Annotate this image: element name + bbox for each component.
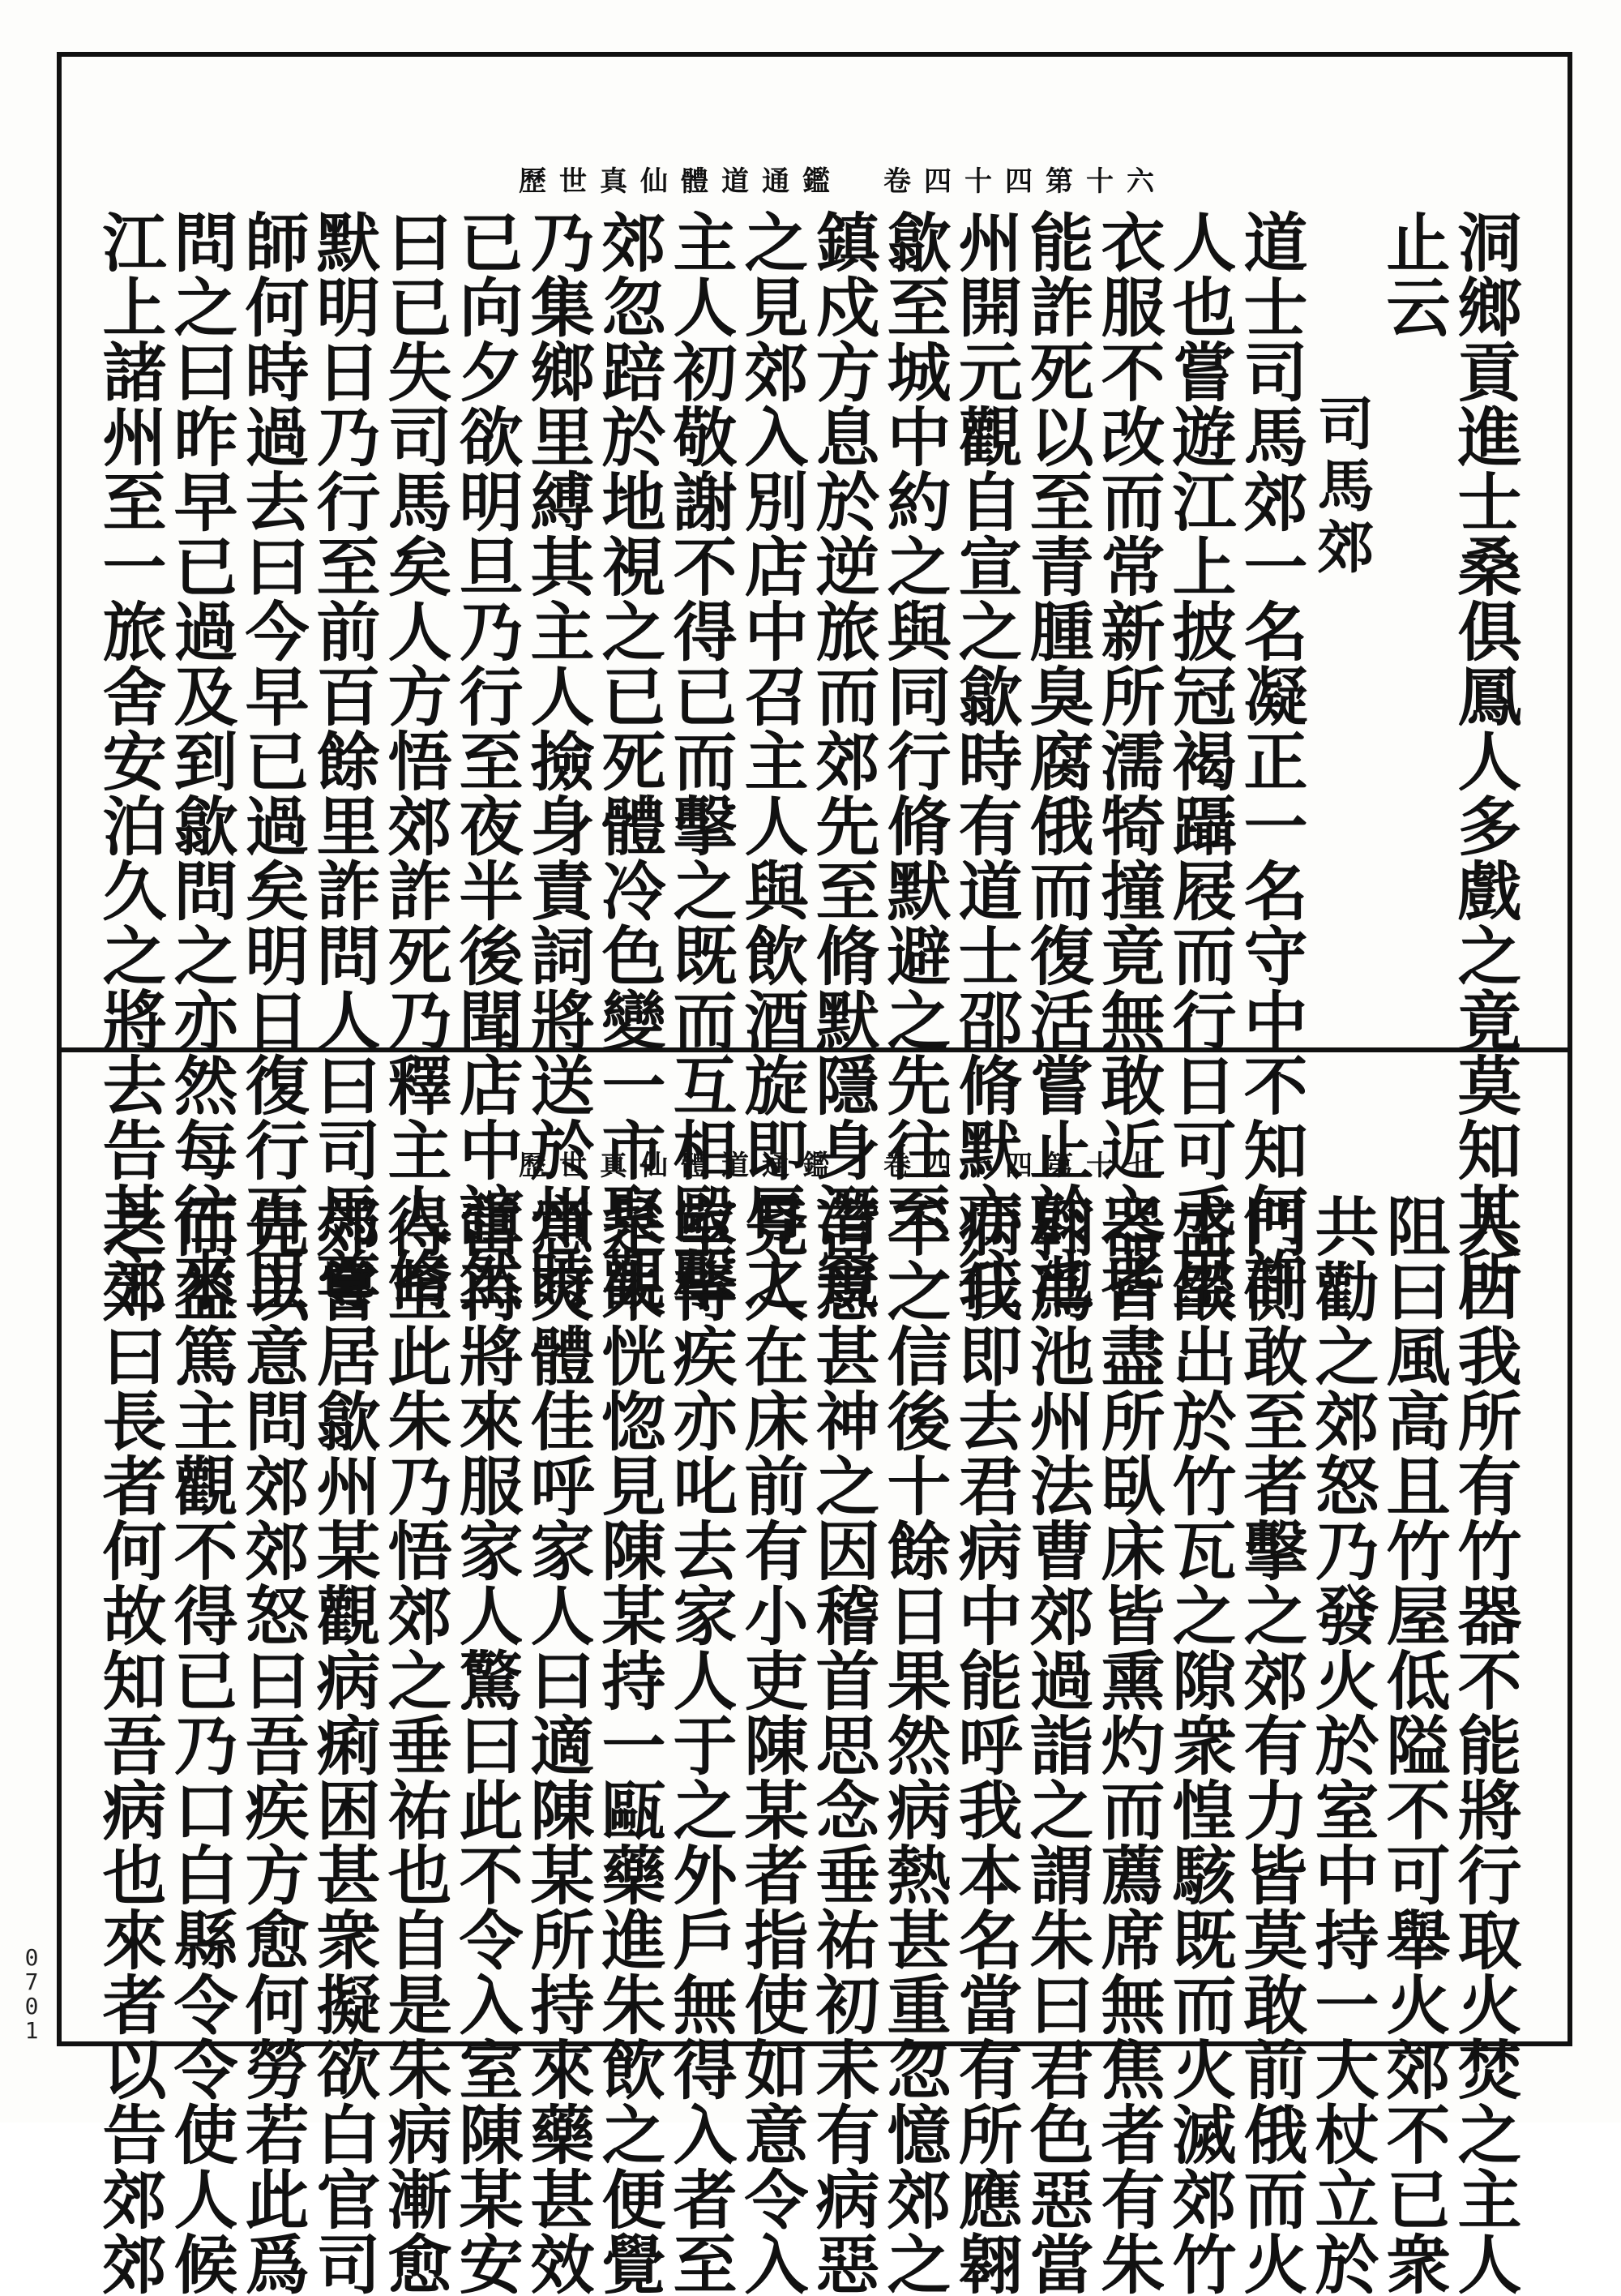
upper-text-column: 鎮戍方息於逆旅而郊先至脩默隱身潛窺 xyxy=(805,209,880,1312)
lower-text-column: 得至此朱乃悟郊之垂祐也自是朱病漸愈 xyxy=(377,1193,452,2296)
folio-digit: 0 xyxy=(24,1993,39,2020)
lower-text-column: 病我即去君病中能呼我本名當有所應翱 xyxy=(947,1193,1023,2296)
lower-text-column: 共勸之郊怒乃發火於室中持一大杖立於 xyxy=(1304,1193,1379,2296)
folio-digit: 7 xyxy=(24,1968,39,1995)
upper-text-column: 問之曰昨早已過及到歙問之亦然每往來 xyxy=(163,209,238,1312)
lower-text-column: 言意甚神之因稽首思念垂祐初未有病惡 xyxy=(805,1193,880,2296)
upper-text-column: 人也嘗遊江上披冠褐躡屐而行日可千里 xyxy=(1161,209,1237,1312)
upper-text-column: 已向夕欲明旦乃行至夜半後聞店中諠然 xyxy=(448,209,524,1312)
upper-text-column: 道士司馬郊一名凝正一名守中不知何許 xyxy=(1233,209,1308,1312)
lower-text-column: 翱爲池州法曹郊過詣之謂朱曰君色惡當 xyxy=(1019,1193,1094,2296)
section-heading: 司馬郊 xyxy=(1308,209,1375,579)
lower-text-column: 當再將來服家人驚曰此不令入室陳某安 xyxy=(448,1193,524,2296)
lower-text-column: 而益篤主觀不得已乃口白縣令令使人候 xyxy=(163,1193,238,2296)
lower-text-column: 門側敢至者擊之郊有力皆莫敢前俄而火 xyxy=(1233,1193,1308,2296)
lower-text-column: 是朱恍惚見陳某持一甌藥進朱飲之便覺 xyxy=(591,1193,666,2296)
lower-text-column: 先以意問郊郊怒曰吾疾方愈何勞若此爲 xyxy=(234,1193,310,2296)
lower-text-column: 阻曰風高且竹屋低隘不可舉火郊不已衆 xyxy=(1375,1193,1451,2296)
upper-text-column: 郊忽踣於地視之已死體冷色變一市聚觀 xyxy=(591,209,666,1312)
upper-text-column: 州開元觀自宣之歙時有道士邵脩默亦往 xyxy=(947,209,1023,1312)
upper-text-column: 默明日乃行至前百餘里詐問人曰司馬尊 xyxy=(306,209,381,1312)
upper-text-column: 江上諸州至一旅舍安泊久之將去告其主 xyxy=(92,209,167,1312)
upper-text-column: 止云 xyxy=(1375,209,1451,339)
running-head-bottom: 歷世真仙體道通鑑 卷四十四第十七 xyxy=(519,1150,1167,1182)
upper-text-column: 之見郊入別店中召主人與飲酒旋即辱之 xyxy=(734,209,809,1312)
lower-text-column: 器皆盡所臥床皆熏灼而薦席無焦者有朱 xyxy=(1090,1193,1165,2296)
lower-text-column: 室侍疾亦叱去家人于之外戶無得入者至 xyxy=(662,1193,738,2296)
upper-text-column: 衣服不改而常新所濡犄撞竟無敢近之者 xyxy=(1090,209,1165,1312)
folio-digit: 1 xyxy=(24,2017,39,2044)
lower-text-column: 之郊曰長者何故知吾病也來者以告郊郊 xyxy=(92,1193,167,2296)
running-head-top: 歷世真仙體道通鑑 卷四十四第十六 xyxy=(519,165,1167,198)
upper-text-column: 乃集鄉里縛其主人撿身責詞將送於州時 xyxy=(520,209,595,1312)
upper-text-column: 洞鄉貢進士桑俱鳳人多戲之竟莫知其所 xyxy=(1447,209,1522,1312)
folio-number xyxy=(19,1946,44,2043)
upper-text-column: 歙至城中約之與同行脩默避之先往至一 xyxy=(876,209,952,1312)
folio-digit: 0 xyxy=(24,1944,39,1971)
lower-text-column: 不之信後十餘日果然病熱甚重忽憶郊之 xyxy=(876,1193,952,2296)
upper-text-column: 師何時過去曰今早已過矣明日復行百里 xyxy=(234,209,310,1312)
lower-text-column: 見人在床前有小吏陳某者指使如意令入 xyxy=(734,1193,809,2296)
lower-text-column: 人曰我所有竹器不能將行取火焚之主人 xyxy=(1447,1193,1522,2296)
upper-text-column: 曰已失司馬矣人方悟郊詐死乃釋主人脩 xyxy=(377,209,452,1312)
lower-text-column: 盛燄出於竹瓦之隙衆惶駭既而火滅郊竹 xyxy=(1161,1193,1237,2296)
lower-text-column: 郊嘗居歙州某觀病痢困甚衆擬欲白官司 xyxy=(306,1193,381,2296)
lower-text-column: 意爽體佳呼家人曰適陳某所持來藥甚效 xyxy=(520,1193,595,2296)
upper-text-column: 能詐死以至青腫臭腐俄而復活嘗止於池 xyxy=(1019,209,1094,1312)
upper-text-column: 主人初敬謝不得已而擊之既而互相毆擊 xyxy=(662,209,738,1312)
